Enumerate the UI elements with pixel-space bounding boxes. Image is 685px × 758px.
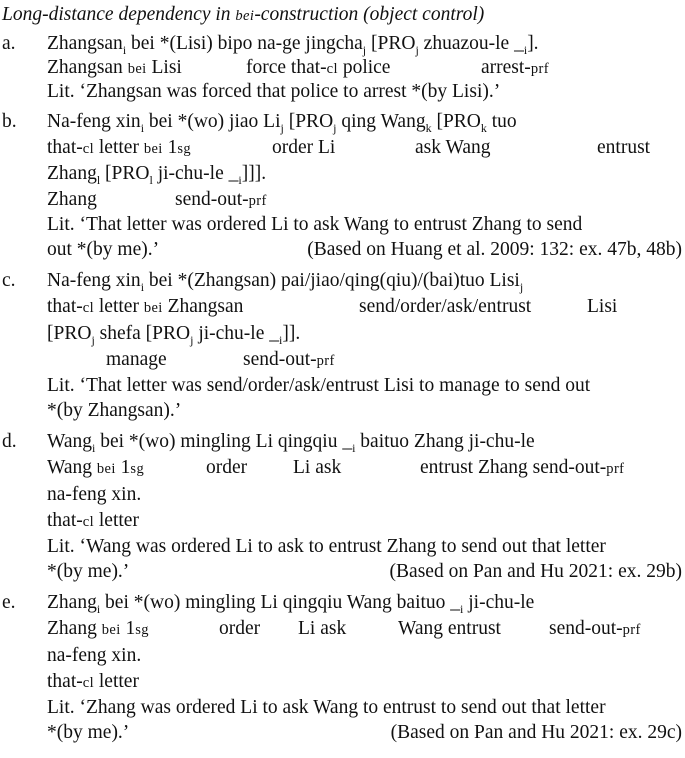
example-b-translation-cont: out *(by me).’ xyxy=(47,239,160,260)
gloss-word xyxy=(106,349,167,370)
text-segment: Lisi xyxy=(146,57,182,78)
example-c-gloss xyxy=(0,296,685,317)
text-segment: Wang xyxy=(47,431,92,452)
text-segment: Wang xyxy=(47,457,97,478)
subscript-index: j xyxy=(280,121,284,135)
gloss-word xyxy=(246,57,390,80)
text-segment: Na-feng xin xyxy=(47,111,141,132)
gloss-word xyxy=(47,618,149,641)
gloss-abbreviation: prf xyxy=(606,461,625,477)
example-d-line-2: na-feng xin. xyxy=(47,484,142,505)
text-segment: ji-chu-le xyxy=(463,592,535,613)
gloss-word xyxy=(206,457,247,478)
gloss-word xyxy=(219,618,260,639)
text-segment: bei *(wo) jiao Li xyxy=(144,111,281,132)
example-title xyxy=(2,4,484,27)
gloss-word xyxy=(293,457,341,478)
text-segment: order xyxy=(206,457,248,478)
text-segment: 1 xyxy=(162,137,178,158)
subscript-index: j xyxy=(190,333,194,347)
subscript-index: j xyxy=(91,333,95,347)
example-d-translation: Lit. ‘Wang was ordered Li to ask to entrust Zhang to send out that letter xyxy=(47,536,606,557)
text-segment: ask Wang xyxy=(415,137,491,158)
gloss-word xyxy=(243,349,335,372)
label-b: b. xyxy=(2,111,17,132)
gloss-word xyxy=(597,137,650,158)
gloss-word xyxy=(359,296,531,317)
text-segment: send-out- xyxy=(243,349,317,370)
subscript-index: i xyxy=(122,43,127,57)
subscript-index: i xyxy=(238,173,242,187)
example-b-translation: Lit. ‘That letter was ordered Li to ask Wang to entrust Zhang to send xyxy=(47,214,583,235)
text-segment: that- xyxy=(47,137,83,158)
text-segment: Li ask xyxy=(293,457,342,478)
gloss-word xyxy=(398,618,501,639)
example-e-line-2: na-feng xin. xyxy=(47,645,142,666)
subscript-index: i xyxy=(92,441,96,455)
text-segment: bei *(Lisi) bipo na-ge jingcha xyxy=(126,33,363,54)
title-pre: Long-distance dependency in xyxy=(2,4,236,25)
gloss-abbreviation: prf xyxy=(248,193,267,209)
title-smallcaps: bei xyxy=(235,8,255,24)
text-segment: shefa [PRO xyxy=(94,323,191,344)
text-segment: send-out- xyxy=(175,189,249,210)
gloss-abbreviation: prf xyxy=(622,622,641,638)
example-c-translation-cont: *(by Zhangsan).’ xyxy=(47,400,182,421)
text-segment: letter xyxy=(94,671,139,692)
example-c-line xyxy=(47,270,524,294)
text-segment: arrest- xyxy=(481,57,531,78)
text-segment: 1 xyxy=(120,618,136,639)
text-segment: Zhangsan xyxy=(47,33,123,54)
subscript-index: i xyxy=(96,602,101,616)
subscript-index: i xyxy=(460,602,464,616)
text-segment: Zhangsan xyxy=(47,57,128,78)
text-segment: ji-chu-le _ xyxy=(193,323,280,344)
gloss-word xyxy=(298,618,346,639)
gloss-word xyxy=(481,57,549,80)
text-segment: zhuazou-le _ xyxy=(418,33,524,54)
subscript-index: i xyxy=(140,121,145,135)
text-segment: [PRO xyxy=(47,323,92,344)
gloss-word xyxy=(415,137,491,158)
text-segment: police xyxy=(337,57,391,78)
text-segment: [PRO xyxy=(100,163,150,184)
text-segment: letter xyxy=(94,510,139,531)
text-segment: ji-chu-le _ xyxy=(152,163,239,184)
gloss-word xyxy=(175,189,267,212)
gloss-abbreviation: bei xyxy=(96,461,116,477)
gloss-abbreviation: bei xyxy=(143,141,163,157)
example-c-translation: Lit. ‘That letter was send/order/ask/entrust Lisi to manage to send out xyxy=(47,375,591,396)
gloss-abbreviation: sg xyxy=(135,622,149,638)
text-segment: Zhang xyxy=(47,618,102,639)
gloss-word xyxy=(47,189,97,210)
gloss-word xyxy=(47,137,191,160)
text-segment: that- xyxy=(47,510,83,531)
example-a-line xyxy=(47,33,539,57)
text-segment: entrust Zhang send-out- xyxy=(420,457,607,478)
subscript-index: j xyxy=(519,280,524,294)
text-segment: Zhangsan xyxy=(162,296,244,317)
example-b-gloss xyxy=(0,137,685,158)
text-segment: manage xyxy=(106,349,167,370)
text-segment: send-out- xyxy=(549,618,623,639)
gloss-word xyxy=(549,618,641,641)
subscript-index: j xyxy=(415,43,419,57)
example-e-gloss-2 xyxy=(47,671,139,692)
gloss-word xyxy=(587,296,617,317)
text-segment: entrust xyxy=(597,137,651,158)
subscript-index: i xyxy=(352,441,356,455)
gloss-word xyxy=(47,57,182,80)
text-segment: bei *(wo) mingling Li qingqiu Wang baituo _ xyxy=(100,592,461,613)
text-segment: ]]. xyxy=(282,323,301,344)
text-segment: that- xyxy=(47,296,83,317)
gloss-abbreviation: cl xyxy=(82,675,94,691)
gloss-abbreviation: cl xyxy=(82,141,94,157)
text-segment: ]]]. xyxy=(241,163,267,184)
example-b-line xyxy=(47,111,517,135)
text-segment: bei *(Zhangsan) pai/jiao/qing(qiu)/(bai)tuo Lisi xyxy=(144,270,520,291)
subscript-index: j xyxy=(333,121,337,135)
example-a-gloss xyxy=(0,57,685,78)
text-segment: that- xyxy=(47,671,83,692)
subscript-index: i xyxy=(279,333,283,347)
subscript-index: k xyxy=(425,121,432,135)
subscript-index: k xyxy=(480,121,487,135)
text-segment: Zhang xyxy=(47,592,97,613)
gloss-word xyxy=(47,457,144,480)
gloss-abbreviation: bei xyxy=(101,622,121,638)
text-segment: Lisi xyxy=(587,296,618,317)
text-segment: bei *(wo) mingling Li qingqiu _ xyxy=(95,431,353,452)
example-d-citation: (Based on Pan and Hu 2021: ex. 29b) xyxy=(389,561,682,582)
text-segment: 1 xyxy=(115,457,131,478)
example-d-gloss-2 xyxy=(47,510,139,531)
label-c: c. xyxy=(2,270,16,291)
text-segment: tuo xyxy=(486,111,517,132)
example-e-citation: (Based on Pan and Hu 2021: ex. 29c) xyxy=(390,722,682,743)
label-a: a. xyxy=(2,33,16,54)
subscript-index: i xyxy=(523,43,528,57)
text-segment: [PRO xyxy=(283,111,334,132)
text-segment: letter xyxy=(94,137,144,158)
text-segment: qing Wang xyxy=(336,111,426,132)
text-segment: [PRO xyxy=(431,111,481,132)
text-segment: letter xyxy=(94,296,144,317)
subscript-index: l xyxy=(149,173,153,187)
label-d: d. xyxy=(2,431,17,452)
example-e-translation: Lit. ‘Zhang was ordered Li to ask Wang to entrust to send out that letter xyxy=(47,697,606,718)
gloss-abbreviation: sg xyxy=(177,141,192,157)
text-segment: Wang entrust xyxy=(398,618,501,639)
example-b-line-2 xyxy=(47,163,267,187)
gloss-word xyxy=(47,296,243,319)
gloss-abbreviation: prf xyxy=(316,353,335,369)
example-e-line xyxy=(47,592,535,616)
example-a-translation: Lit. ‘Zhangsan was forced that police to arrest *(by Lisi).’ xyxy=(47,81,501,102)
title-post: -construction (object control) xyxy=(254,4,485,25)
gloss-abbreviation: cl xyxy=(326,61,338,77)
example-e-translation-cont: *(by me).’ xyxy=(47,722,130,743)
text-segment: Li ask xyxy=(298,618,347,639)
gloss-abbreviation: bei xyxy=(143,300,163,316)
example-c-line-2 xyxy=(47,323,301,347)
gloss-abbreviation: bei xyxy=(127,61,147,77)
example-d-gloss xyxy=(0,457,685,478)
example-d-translation-cont: *(by me).’ xyxy=(47,561,130,582)
example-b-gloss-2 xyxy=(0,189,685,210)
text-segment: send/order/ask/entrust xyxy=(359,296,532,317)
text-segment: ]. xyxy=(527,33,539,54)
gloss-abbreviation: cl xyxy=(82,514,94,530)
text-segment: Zhang xyxy=(47,163,97,184)
gloss-abbreviation: cl xyxy=(82,300,94,316)
subscript-index: l xyxy=(96,173,101,187)
text-segment: [PRO xyxy=(366,33,416,54)
example-b-citation: (Based on Huang et al. 2009: 132: ex. 47b, 48b) xyxy=(307,239,682,260)
gloss-abbreviation: prf xyxy=(530,61,549,77)
text-segment: Na-feng xin xyxy=(47,270,141,291)
subscript-index: i xyxy=(140,280,145,294)
subscript-index: j xyxy=(362,43,367,57)
gloss-abbreviation: sg xyxy=(130,461,145,477)
example-d-line xyxy=(47,431,535,455)
gloss-word xyxy=(272,137,335,158)
label-e: e. xyxy=(2,592,16,613)
example-c-gloss-2 xyxy=(0,349,685,370)
text-segment: order Li xyxy=(272,137,336,158)
text-segment: force that- xyxy=(246,57,327,78)
gloss-word xyxy=(420,457,624,480)
text-segment: order xyxy=(219,618,261,639)
text-segment: baituo Zhang ji-chu-le xyxy=(355,431,535,452)
text-segment: Zhang xyxy=(47,189,97,210)
example-e-gloss xyxy=(0,618,685,639)
